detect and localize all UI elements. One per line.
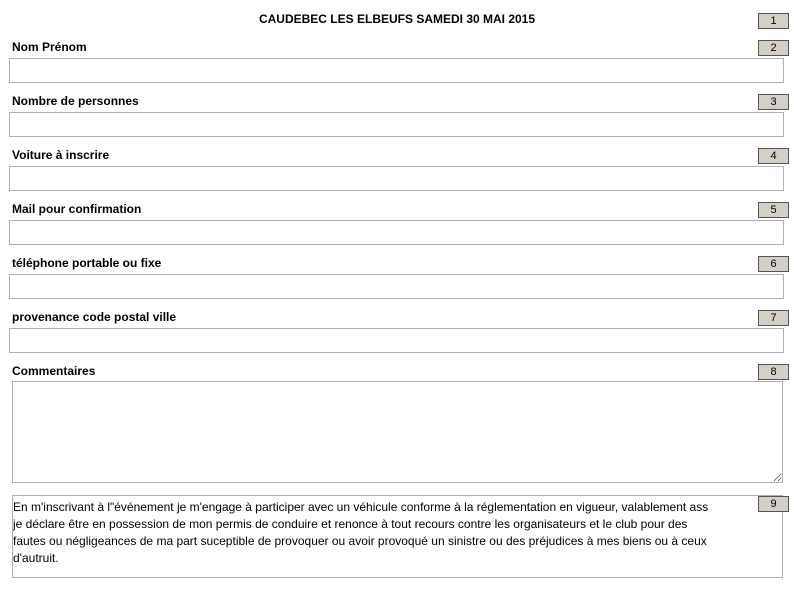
phone-label: téléphone portable ou fixe: [12, 256, 162, 270]
field-number-badge: 9: [758, 496, 789, 512]
disclaimer-box: [12, 495, 783, 578]
comments-textarea[interactable]: [12, 381, 783, 483]
field-number-badge: 4: [758, 148, 789, 164]
form-title: CAUDEBEC LES ELBEUFS SAMEDI 30 MAI 2015: [258, 12, 536, 26]
disclaimer-line: je déclare être en possession de mon permis de conduire et renonce à tout recours contre les organisateurs et le club pour des: [13, 517, 688, 531]
email-input[interactable]: [9, 220, 784, 245]
disclaimer-text: [13, 496, 783, 567]
name-input[interactable]: [9, 58, 784, 83]
disclaimer-line: d'autruit.: [13, 551, 59, 565]
car-input[interactable]: [9, 166, 784, 191]
field-number-badge: 5: [758, 202, 789, 218]
field-number-badge: 8: [758, 364, 789, 380]
field-number-badge: 6: [758, 256, 789, 272]
field-number-badge: 2: [758, 40, 789, 56]
disclaimer-line: En m'inscrivant à l"événement je m'engage à participer avec un véhicule conforme à la réglementation en vigueur, valablement ass: [13, 500, 709, 514]
field-number-badge: 3: [758, 94, 789, 110]
origin-input[interactable]: [9, 328, 784, 353]
field-number-badge: 7: [758, 310, 789, 326]
car-label: Voiture à inscrire: [12, 148, 110, 162]
people-count-input[interactable]: [9, 112, 784, 137]
phone-input[interactable]: [9, 274, 784, 299]
people-count-label: Nombre de personnes: [12, 94, 139, 108]
comments-label: Commentaires: [12, 364, 96, 378]
name-label: Nom Prénom: [12, 40, 87, 54]
email-label: Mail pour confirmation: [12, 202, 142, 216]
field-number-badge: 1: [758, 13, 789, 29]
origin-label: provenance code postal ville: [12, 310, 177, 324]
disclaimer-line: fautes ou négligeances de ma part suceptible de provoquer ou avoir provoqué un sinistre ou des préjudices à mes biens ou à ceux: [13, 534, 707, 548]
